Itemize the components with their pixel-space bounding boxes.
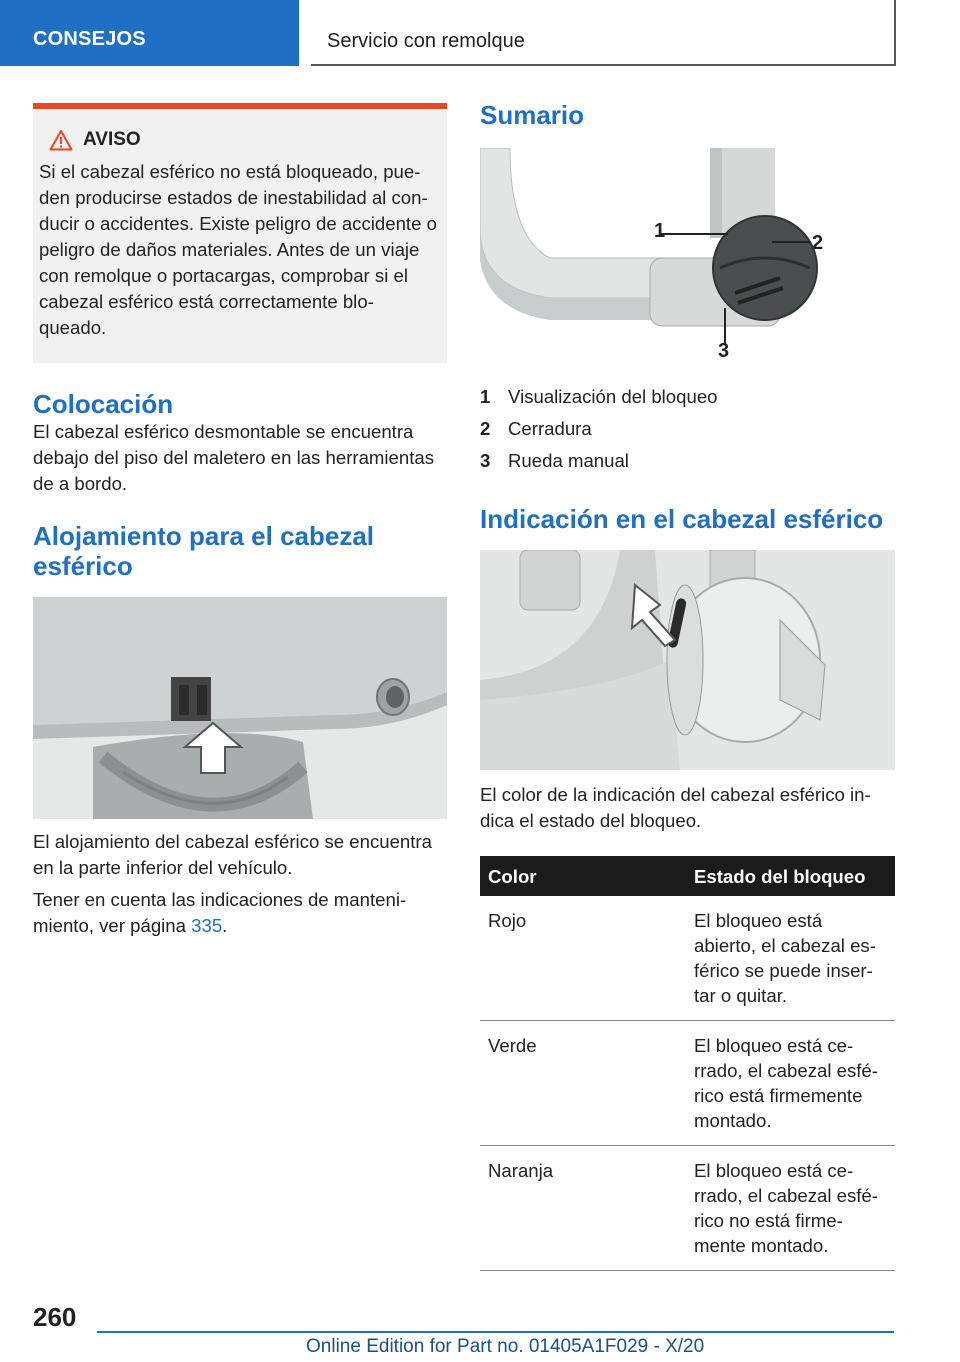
- page-number: 260: [33, 1302, 77, 1332]
- legend-item: [480, 448, 895, 474]
- receptacle-illustration: [33, 597, 447, 819]
- indicacion-body: El color de la indicación del cabezal esférico in- dica el estado del bloqueo.: [480, 784, 871, 831]
- legend-num: 2: [480, 418, 491, 439]
- table-row: [480, 1146, 895, 1271]
- cell-estado: El bloqueo está ce- rrado, el cabezal esfé- rico está firmemente montado.: [686, 1021, 895, 1146]
- legend-text: Rueda manual: [508, 450, 629, 471]
- col-header-color: Color: [480, 856, 686, 896]
- header-section-label: CONSEJOS: [33, 28, 146, 50]
- warning-box: [33, 103, 447, 363]
- colocacion-heading: Colocación: [33, 389, 174, 419]
- page-link[interactable]: 335: [191, 915, 223, 936]
- alojamiento-p2-text: Tener en cuenta las indicaciones de manteni- miento, ver página: [33, 889, 407, 936]
- callout-2: 2: [812, 232, 824, 254]
- sumario-heading: Sumario: [480, 100, 585, 130]
- warning-title-text: AVISO: [83, 129, 141, 150]
- legend-text: Visualización del bloqueo: [508, 386, 718, 407]
- cell-color: Rojo: [480, 896, 686, 1021]
- alojamiento-heading: Alojamiento para el cabezal esférico: [33, 521, 375, 581]
- alojamiento-p2-end: .: [222, 915, 228, 936]
- warning-title: [49, 129, 441, 151]
- table-header-row: [480, 856, 895, 896]
- alojamiento-p1: El alojamiento del cabezal esférico se encuentra en la parte inferior del vehículo.: [33, 831, 432, 878]
- legend-num: 3: [480, 450, 491, 471]
- cell-estado: El bloqueo está abierto, el cabezal es- férico se puede inser- tar o quitar.: [686, 896, 895, 1021]
- col-header-estado: Estado del bloqueo: [686, 856, 895, 896]
- left-column: [33, 103, 447, 939]
- legend-item: [480, 416, 895, 442]
- callout-3: 3: [718, 340, 730, 362]
- lock-state-table: [480, 856, 895, 1271]
- header-section-tab: [0, 0, 299, 66]
- header-chapter-label: Servicio con remolque: [327, 30, 525, 52]
- legend-item: [480, 384, 895, 410]
- legend-text: Cerradura: [508, 418, 592, 439]
- indicator-illustration: [480, 550, 895, 770]
- warning-body: Si el cabezal esférico no está bloqueado, pue- den producirse estados de inestabilidad al con- ducir o accidentes. Existe peligro de accidente o peligro de daños materiales. Antes de un viaje con remolque o portacargas, comprobar si el cabezal esférico está correctamente blo- queado.: [39, 161, 437, 338]
- footer-rule: [97, 1331, 894, 1333]
- cell-color: Naranja: [480, 1146, 686, 1271]
- callout-1: 1: [654, 220, 666, 242]
- legend: [480, 384, 895, 474]
- header-chapter: [311, 0, 896, 66]
- cell-estado: El bloqueo está ce- rrado, el cabezal esfé- rico no está firme- mente montado.: [686, 1146, 895, 1271]
- colocacion-body: El cabezal esférico desmontable se encuentra debajo del piso del maletero en las herramientas de a bordo.: [33, 421, 435, 494]
- ball-head-illustration: [480, 148, 895, 368]
- indicacion-heading: Indicación en el cabezal esférico: [480, 504, 884, 534]
- cell-color: Verde: [480, 1021, 686, 1146]
- table-row: [480, 896, 895, 1021]
- footer-edition: Online Edition for Part no. 01405A1F029 - X/20: [306, 1336, 705, 1357]
- warning-triangle-icon: [49, 129, 73, 151]
- alojamiento-p2: [33, 887, 447, 939]
- table-row: [480, 1021, 895, 1146]
- right-column: [480, 100, 895, 1271]
- legend-num: 1: [480, 386, 491, 407]
